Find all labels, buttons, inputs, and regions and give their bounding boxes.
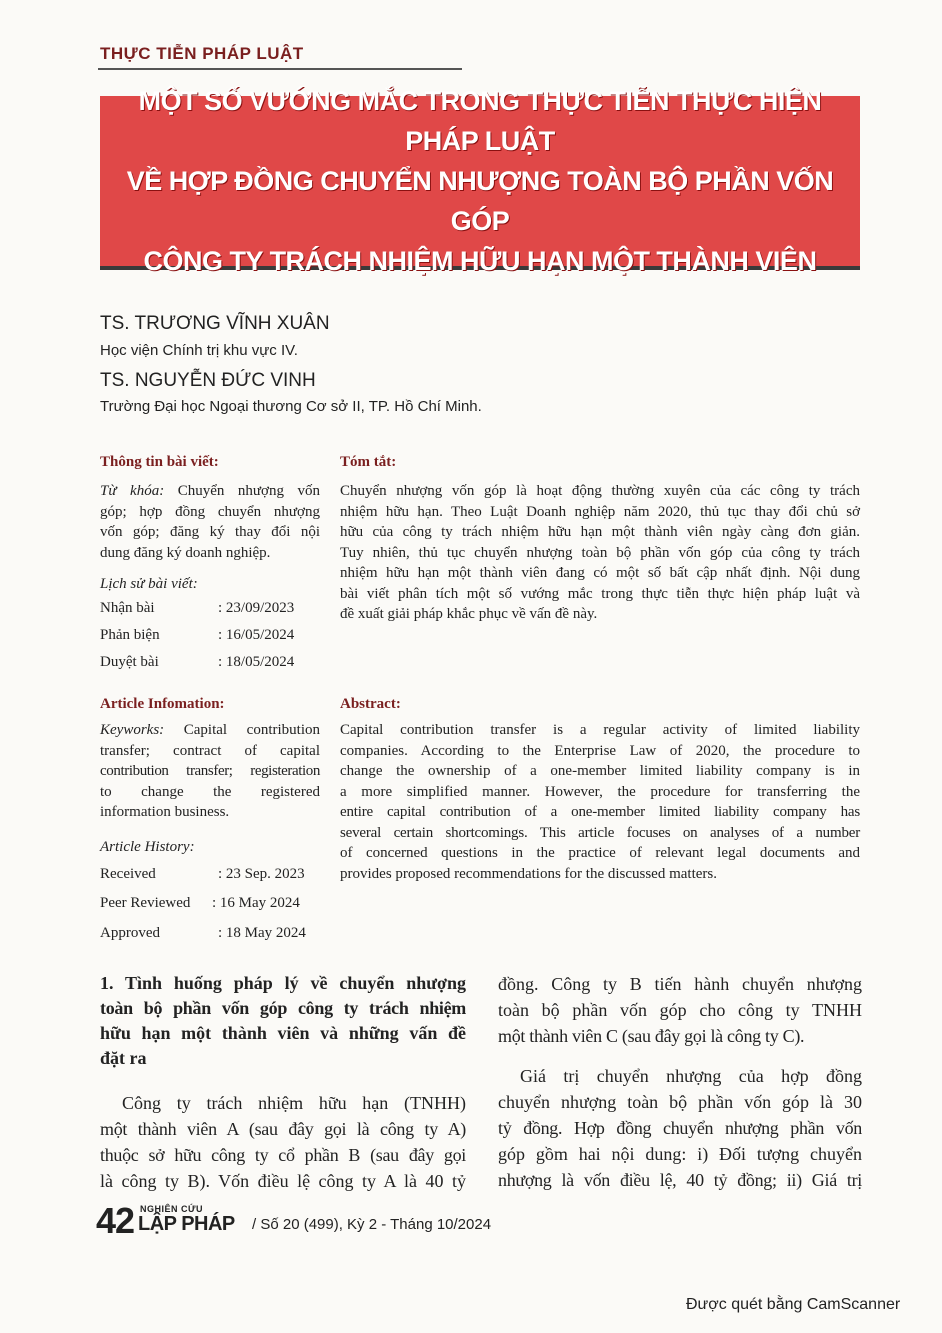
history-row-value: : 18 May 2024 <box>218 925 306 941</box>
keywords-line: Capital contribution <box>183 722 320 738</box>
abstract-line: change the ownership of a one-member limited liability company is in <box>340 763 860 779</box>
section-heading <box>100 971 466 1071</box>
author-affiliation: Trường Đại học Ngoại thương Cơ sở II, TP. Hồ Chí Minh. <box>100 398 482 415</box>
body-paragraph <box>498 971 862 1049</box>
section-heading-line: 1. Tình huống pháp lý về chuyển nhượng <box>100 973 466 993</box>
abstract-vi <box>340 481 860 625</box>
info-heading-en: Article Infomation: <box>100 696 225 712</box>
body-paragraph <box>100 1090 466 1194</box>
keywords-vi <box>100 481 320 563</box>
keywords-line: Chuyển nhượng vốn <box>177 483 320 499</box>
abstract-line: entire capital contribution of a one-member limited liability company has <box>340 804 860 820</box>
abstract-line: companies. According to the Enterprise Law of 2020, the procedure to <box>340 742 860 759</box>
history-row-value: : 23 Sep. 2023 <box>218 866 305 882</box>
abstract-line: provides proposed recommendations for the discussed matters. <box>340 865 717 882</box>
body-paragraph <box>498 1063 862 1193</box>
author-name: TS. TRƯƠNG VĨNH XUÂN <box>100 313 330 334</box>
keywords-label: Từ khóa: <box>100 483 165 499</box>
history-row-label: Duyệt bài <box>100 654 159 670</box>
section-heading-line: hữu hạn một thành viên và những vấn đề <box>100 1023 466 1043</box>
abstract-line: Tuy nhiên, thủ tục chuyển nhượng toàn bộ phần vốn góp của công ty trách <box>340 544 860 561</box>
keywords-line: dung đăng ký doanh nghiệp. <box>100 544 271 561</box>
abstract-line: nhiệm hữu hạn. Theo Luật Doanh nghiệp năm 2020, thủ tục thay đổi chủ sở <box>340 503 860 520</box>
abstract-line: of concerned questions in the practice of relevant legal documents and <box>340 845 860 861</box>
abstract-line: đề xuất giải pháp khắc phục về vấn đề này. <box>340 606 598 622</box>
body-line: một thành viên A (sau đây gọi là công ty A) <box>100 1119 466 1139</box>
keywords-line: vốn góp; đăng ký thay đổi nội <box>100 524 320 540</box>
keywords-line: information business. <box>100 804 230 820</box>
history-row-value: : 23/09/2023 <box>218 600 295 616</box>
keywords-en <box>100 720 320 823</box>
journal-logo-top: NGHIÊN CỨU <box>140 1204 203 1214</box>
history-row-value: : 16 May 2024 <box>212 895 300 911</box>
keywords-label: Keyworks: <box>100 722 165 738</box>
section-rule <box>98 68 462 70</box>
title-line: VỀ HỢP ĐỒNG CHUYỂN NHƯỢNG TOÀN BỘ PHẦN VỐN GÓP <box>126 166 834 236</box>
title-banner <box>100 86 860 276</box>
body-line: toàn bộ phần vốn góp cho công ty TNHH <box>498 1000 862 1020</box>
info-heading-vi: Thông tin bài viết: <box>100 454 219 470</box>
abstract-heading-vi: Tóm tắt: <box>340 454 397 470</box>
abstract-line: hữu của công ty trách nhiệm hữu hạn một thành viên ngày càng đơn giản. <box>340 524 860 540</box>
issue-info: / Số 20 (499), Kỳ 2 - Tháng 10/2024 <box>252 1216 492 1233</box>
body-line: tỷ đồng. Hợp đồng chuyển nhượng phần vốn <box>498 1118 862 1138</box>
history-row-label: Nhận bài <box>100 600 155 616</box>
title-line: CÔNG TY TRÁCH NHIỆM HỮU HẠN MỘT THÀNH VIÊN <box>143 246 817 276</box>
body-line: nhượng là vốn điều lệ, 40 tỷ đồng; ii) Giá trị <box>498 1170 862 1190</box>
scanner-watermark: Được quét bằng CamScanner <box>686 1296 901 1313</box>
abstract-line: Chuyển nhượng vốn góp là hoạt động thường xuyên của các công ty trách <box>340 483 860 499</box>
history-row-label: Received <box>100 866 156 882</box>
section-tag: THỰC TIỄN PHÁP LUẬT <box>100 44 304 63</box>
keywords-line: góp; hợp đồng chuyển nhượng <box>100 503 320 520</box>
history-label-vi: Lịch sử bài viết: <box>100 576 198 592</box>
section-heading-line: đặt ra <box>100 1048 147 1068</box>
abstract-line: nhiệm hữu hạn một thành viên đang có một số bất cập nhất định. Nội dung <box>340 565 860 581</box>
body-line: đồng. Công ty B tiến hành chuyển nhượng <box>498 974 862 994</box>
abstract-en <box>340 720 860 884</box>
title-line: MỘT SỐ VƯỚNG MẮC TRONG THỰC TIỄN THỰC HIỆN PHÁP LUẬT <box>138 86 822 156</box>
history-row-label: Peer Reviewed <box>100 895 191 911</box>
abstract-line: a more simplified manner. However, the procedure for transferring the <box>340 783 860 800</box>
history-label-en: Article History: <box>100 839 195 855</box>
keywords-line: transfer; contract of capital <box>100 742 320 759</box>
history-row-label: Phản biện <box>100 627 160 643</box>
history-row-value: : 16/05/2024 <box>218 627 295 643</box>
page-number: 42 <box>96 1200 135 1241</box>
abstract-line: bài viết phân tích một số vướng mắc trong thực tiễn thực hiện pháp luật và <box>340 585 860 602</box>
body-line: thuộc sở hữu công ty cổ phần B (sau đây gọi <box>100 1145 466 1165</box>
keywords-line: to change the registered <box>100 783 320 800</box>
body-line: góp gồm hai nội dung: i) Đối tượng chuyển <box>498 1144 862 1164</box>
journal-logo: LẬP PHÁP <box>138 1213 235 1235</box>
author-name: TS. NGUYỄN ĐỨC VINH <box>100 370 316 391</box>
history-row-label: Approved <box>100 925 160 941</box>
abstract-heading-en: Abstract: <box>340 696 401 712</box>
body-line: Giá trị chuyển nhượng của hợp đồng <box>520 1066 862 1086</box>
author-affiliation: Học viện Chính trị khu vực IV. <box>100 342 298 359</box>
body-line: chuyển nhượng toàn bộ phần vốn góp là 30 <box>498 1092 862 1112</box>
body-line: là công ty B). Vốn điều lệ công ty A là 40 tỷ <box>100 1171 466 1191</box>
body-line: một thành viên C (sau đây gọi là công ty C). <box>498 1026 805 1046</box>
section-heading-line: toàn bộ phần vốn góp công ty trách nhiệm <box>100 998 466 1018</box>
body-line: Công ty trách nhiệm hữu hạn (TNHH) <box>122 1093 466 1113</box>
history-row-value: : 18/05/2024 <box>218 654 295 670</box>
abstract-line: several certain shortcomings. This article focuses on analyses of a number <box>340 824 860 841</box>
keywords-line: contribution transfer; registeration <box>100 763 320 779</box>
abstract-line: Capital contribution transfer is a regular activity of limited liability <box>340 722 860 738</box>
